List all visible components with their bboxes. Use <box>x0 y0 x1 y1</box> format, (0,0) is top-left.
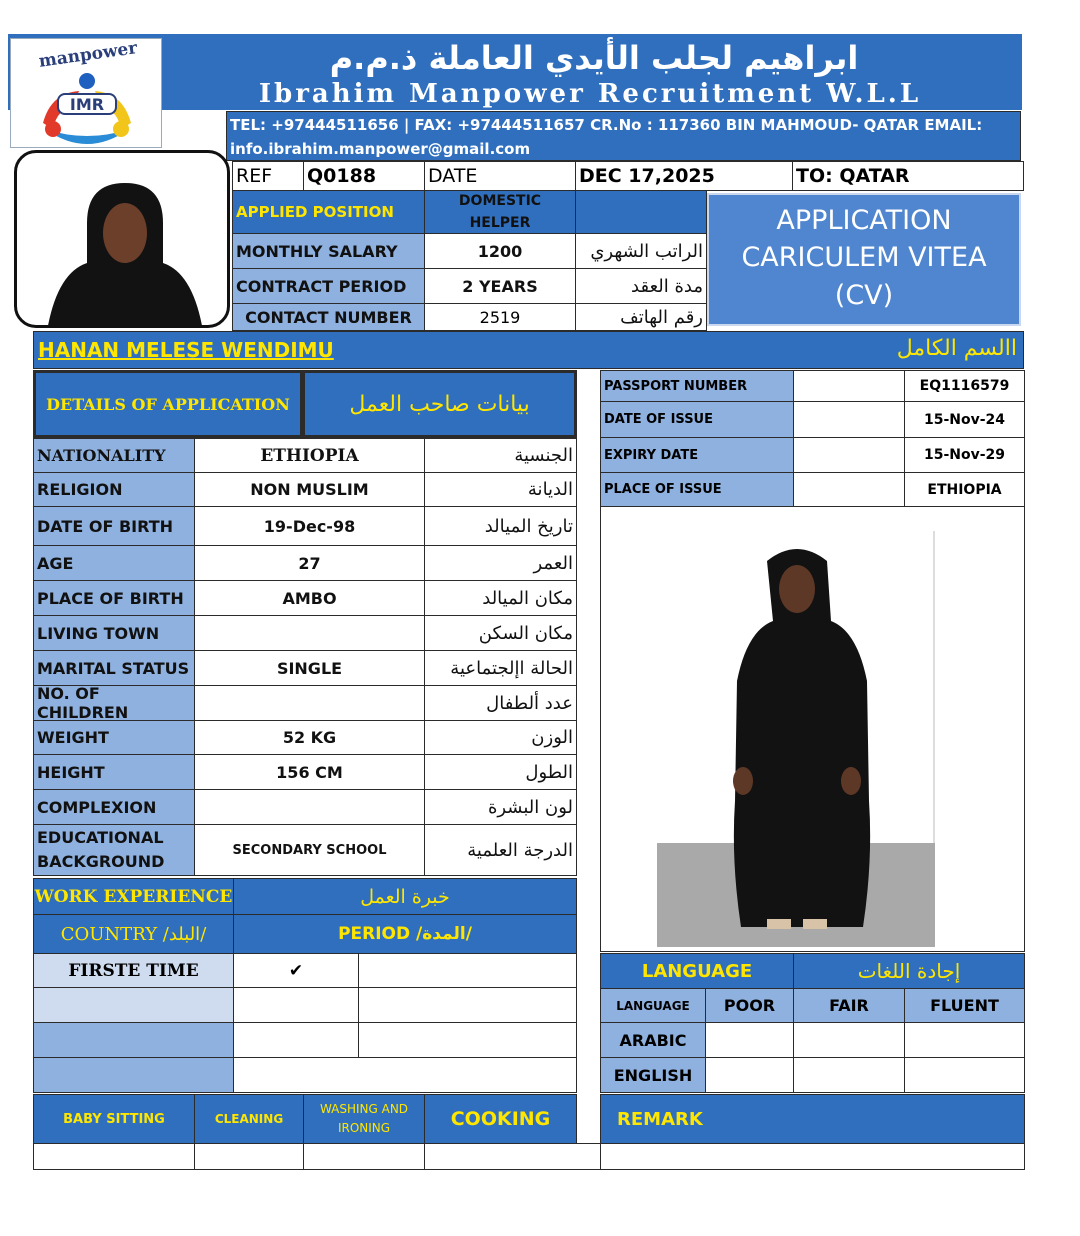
name-bar <box>33 331 1024 369</box>
details-header-ar: بيانات صاحب العمل <box>302 370 577 438</box>
contact-number-ar: رقم الهاتف <box>575 303 707 331</box>
detail-value-ar: لون البشرة <box>424 789 577 825</box>
full-body-photo <box>657 531 935 947</box>
detail-label: PLACE OF BIRTH <box>33 580 195 616</box>
language-arabic-poor <box>705 1022 794 1058</box>
logo-top-text: manpower <box>37 38 139 72</box>
language-col-fair: FAIR <box>793 988 905 1023</box>
detail-value-ar: العمر <box>424 545 577 581</box>
detail-value: AMBO <box>194 580 425 616</box>
skill-baby-sitting: BABY SITTING <box>33 1094 195 1144</box>
detail-value <box>194 615 425 651</box>
skill-washing-value <box>303 1143 425 1170</box>
detail-label: AGE <box>33 545 195 581</box>
contact-line-2: info.ibrahim.manpower@gmail.com <box>230 140 531 158</box>
detail-value: SECONDARY SCHOOL <box>194 824 425 876</box>
to-value: TO: QATAR <box>792 161 1024 191</box>
language-col-language: LANGUAGE <box>600 988 706 1023</box>
application-box <box>707 193 1021 326</box>
applied-position-label: APPLIED POSITION <box>232 190 425 234</box>
full-name: HANAN MELESE WENDIMU <box>38 338 334 362</box>
work-period-header: PERIOD /المدة/ <box>233 914 577 954</box>
contact-number-value: 2519 <box>424 303 576 331</box>
contact-box <box>226 111 1021 161</box>
passport-blank <box>793 370 905 402</box>
ref-label: REF <box>232 161 304 191</box>
work-row-4-country <box>33 1057 234 1093</box>
detail-label: COMPLEXION <box>33 789 195 825</box>
work-row-4-a <box>233 1057 577 1093</box>
company-logo <box>10 38 162 148</box>
date-label: DATE <box>424 161 576 191</box>
contract-period-value: 2 YEARS <box>424 268 576 304</box>
language-col-poor: POOR <box>705 988 794 1023</box>
skill-cleaning: CLEANING <box>194 1094 304 1144</box>
work-row-1-check: ✔ <box>233 953 359 988</box>
application-line-1: APPLICATION <box>776 205 952 236</box>
application-line-2: CARICULEM VITEA <box>741 242 987 273</box>
passport-label: PASSPORT NUMBER <box>600 370 794 402</box>
contact-line-1: TEL: +97444511656 | FAX: +97444511657 CR.No : 117360 BIN MAHMOUD- QATAR EMAIL: <box>230 116 983 134</box>
detail-value-ar: الوزن <box>424 720 577 755</box>
passport-label: EXPIRY DATE <box>600 437 794 473</box>
detail-value-ar: الحالة اإلجتماعية <box>424 650 577 686</box>
detail-value-ar: الديانة <box>424 472 577 507</box>
detail-label: MARITAL STATUS <box>33 650 195 686</box>
detail-value-ar: مكان الميالد <box>424 580 577 616</box>
details-header-en: DETAILS OF APPLICATION <box>33 370 303 438</box>
application-line-3: (CV) <box>834 280 894 311</box>
language-arabic-fluent <box>904 1022 1025 1058</box>
passport-blank <box>793 472 905 507</box>
language-col-fluent: FLUENT <box>904 988 1025 1023</box>
detail-value-ar: مكان السكن <box>424 615 577 651</box>
passport-blank <box>793 401 905 438</box>
work-row-1-blank <box>358 953 577 988</box>
contract-period-ar: مدة العقد <box>575 268 707 304</box>
skill-washing: WASHING AND IRONING <box>303 1094 425 1144</box>
passport-value: ETHIOPIA <box>904 472 1025 507</box>
detail-value: 27 <box>194 545 425 581</box>
detail-label: WEIGHT <box>33 720 195 755</box>
applied-position-value: DOMESTIC HELPER <box>424 190 576 234</box>
detail-label: EDUCATIONAL BACKGROUND <box>33 824 195 876</box>
full-body-photo-frame <box>600 506 1025 952</box>
work-row-2-a <box>233 987 359 1023</box>
language-title-ar: إجادة اللغات <box>793 953 1025 989</box>
detail-value <box>194 685 425 721</box>
work-title-en: WORK EXPERIENCE <box>33 878 234 915</box>
work-row-3-b <box>358 1022 577 1058</box>
language-row-arabic: ARABIC <box>600 1022 706 1058</box>
detail-label: LIVING TOWN <box>33 615 195 651</box>
logo-mid-text: IMR <box>69 95 105 114</box>
skill-baby-sitting-value <box>33 1143 195 1170</box>
ref-value: Q0188 <box>303 161 425 191</box>
work-title-ar: خبرة العمل <box>233 878 577 915</box>
contact-number-label: CONTACT NUMBER <box>232 303 425 331</box>
detail-value: SINGLE <box>194 650 425 686</box>
date-value: DEC 17,2025 <box>575 161 793 191</box>
monthly-salary-label: MONTHLY SALARY <box>232 233 425 269</box>
monthly-salary-value: 1200 <box>424 233 576 269</box>
passport-label: DATE OF ISSUE <box>600 401 794 438</box>
language-arabic-fair <box>793 1022 905 1058</box>
detail-label: HEIGHT <box>33 754 195 790</box>
company-title-en: Ibrahim Manpower Recruitment W.L.L <box>258 79 922 109</box>
passport-value: 15-Nov-29 <box>904 437 1025 473</box>
detail-value <box>194 789 425 825</box>
detail-label: DATE OF BIRTH <box>33 506 195 546</box>
work-row-2-b <box>358 987 577 1023</box>
language-title-en: LANGUAGE <box>600 953 794 989</box>
work-row-3-a <box>233 1022 359 1058</box>
detail-value: NON MUSLIM <box>194 472 425 507</box>
detail-value-ar: الدرجة العلمية <box>424 824 577 876</box>
remark-label: REMARK <box>600 1094 1025 1144</box>
detail-label: NO. OF CHILDREN <box>33 685 195 721</box>
person-portrait-icon <box>17 153 230 328</box>
work-row-3-country <box>33 1022 234 1058</box>
logo-mid-box <box>57 93 117 115</box>
detail-value-ar: الطول <box>424 754 577 790</box>
detail-label: NATIONALITY <box>33 438 195 473</box>
work-row-1-country: FIRSTE TIME <box>33 953 234 988</box>
work-country-header: COUNTRY /البلد/ <box>33 914 234 954</box>
work-row-2-country <box>33 987 234 1023</box>
detail-value-ar: الجنسية <box>424 438 577 473</box>
passport-blank <box>793 437 905 473</box>
skill-cooking: COOKING <box>424 1094 577 1144</box>
detail-value-ar: تاريخ الميالد <box>424 506 577 546</box>
language-row-english: ENGLISH <box>600 1057 706 1093</box>
detail-value: 19-Dec-98 <box>194 506 425 546</box>
skill-cleaning-value <box>194 1143 304 1170</box>
detail-value: ETHIOPIA <box>194 438 425 473</box>
detail-value: 52 KG <box>194 720 425 755</box>
passport-value: EQ1116579 <box>904 370 1025 402</box>
remark-value <box>600 1143 1025 1170</box>
contract-period-label: CONTRACT PERIOD <box>232 268 425 304</box>
detail-label: RELIGION <box>33 472 195 507</box>
monthly-salary-ar: الراتب الشهري <box>575 233 707 269</box>
applied-position-blank <box>575 190 707 234</box>
full-name-ar: االسم الكامل <box>896 336 1017 361</box>
detail-value: 156 CM <box>194 754 425 790</box>
profile-photo <box>14 150 230 328</box>
language-english-fluent <box>904 1057 1025 1093</box>
language-english-poor <box>705 1057 794 1093</box>
language-english-fair <box>793 1057 905 1093</box>
detail-value-ar: عدد ألطفال <box>424 685 577 721</box>
company-title-ar: ابراهيم لجلب الأيدي العاملة ذ.م.م <box>329 39 859 77</box>
passport-label: PLACE OF ISSUE <box>600 472 794 507</box>
passport-value: 15-Nov-24 <box>904 401 1025 438</box>
skill-cooking-value <box>424 1143 601 1170</box>
